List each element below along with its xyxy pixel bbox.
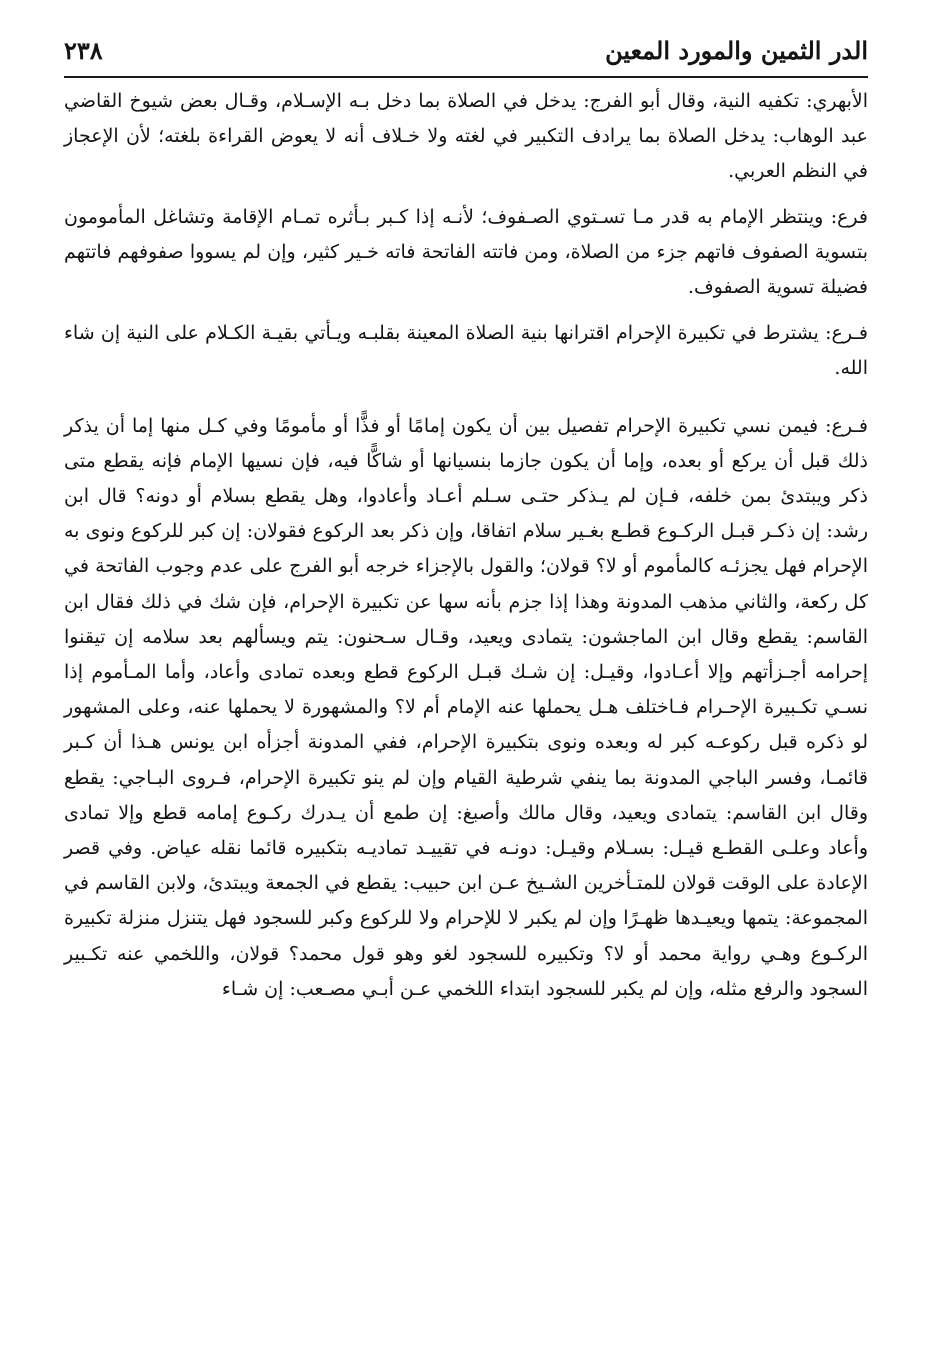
body-text (64, 84, 868, 1007)
paragraph-far-niyya: فـرع: يشترط في تكبيرة الإحرام اقترانها بنية الصلاة المعينة بقلبـه ويـأتي بقيـة الكـلام على النية إن شاء الله. (64, 322, 868, 380)
paragraph-abhari: الأبهري: تكفيه النية، وقال أبو الفرج: يدخل في الصلاة بما دخل بـه الإسـلام، وقـال بعض شيوخ القاضي عبد الوهاب: يدخل الصلاة بما يرادف التكبير في لغته ولا خـلاف أنه لا يعوض القراءة بلغته؛ لأن الإعجاز في النظم العربي. (64, 90, 868, 183)
book-page (64, 34, 868, 1007)
running-header (64, 34, 868, 78)
book-title: الدر الثمين والمورد المعين (605, 36, 868, 65)
page-number: ٢٣٨ (64, 36, 103, 65)
paragraph-far-saff: فرع: وينتظر الإمام به قدر مـا تسـتوي الصـفوف؛ لأنـه إذا كـبر بـأثره تمـام الإقامة وتشاغل المأمومون بتسوية الصفوف فاتهم جزء من الصلاة، ومن فاتته الفاتحة فاته خـير كثير، وإن لم يسووا صفوفهم فاتتهم فضيلة تسوية الصفوف. (64, 205, 868, 299)
paragraph-far-nisyan: فـرع: فيمن نسي تكبيرة الإحرام تفصيل بين أن يكون إمامًا أو فذًّا أو مأمومًا وفي كـل منها إما أن يذكر ذلك قبل أن يركع أو بعده، وإما أن يكون جازما بنسيانها أو شاكًّا فيه، فإن نسيها الإمام فإنه يقطع متى ذكر ويبتدئ بمن خلفه، فـإن لم يـذكر حتـى سـلم أعـاد وأعادوا، وهل يقطع بسلام أو دونه؟ قال ابن رشد: إن ذكـر قبـل الركـوع قطـع بغـير سلام اتفاقا، وإن ذكر بعد الركوع فقولان: إن كبر للركوع ونوى به الإحرام فهل يجزئـه كالمأموم أو لا؟ قولان؛ والقول بالإجزاء خرجه أبو الفرج على عدم وجوب الفاتحة في كل ركعة، والثاني مذهب المدونة وهذا إذا جزم بأنه سها عن تكبيرة الإحرام، فإن شك في ذلك فقال ابن القاسم: يقطع وقال ابن الماجشون: يتمادى ويعيد، وقـال سـحنون: يتم ويسألهم بعد سلامه إن تيقنوا إحرامه أجـزأتهم وإلا أعـادوا، وقيـل: إن شـك قبـل الركوع قطع وبعده تمادى وأعاد، وأما المـأموم إذا نسـي تكـبيرة الإحـرام فـاختلف هـل يحملها عنه الإمام أم لا؟ والمشهورة لا يحملها عنه، وعلى المشهور لو ذكره قبل ركوعـه كبر له وبعده ونوى بتكبيرة الإحرام، ففي المدونة أجزأه ابن يونس هـذا أن كـبر قائمـا، وفسر الباجي المدونة بما ينفي شرطية القيام وإن لم ينو تكبيرة الإحرام، فـروى البـاجي: يقطع وقال ابن القاسم: يتمادى ويعيد، وقال مالك وأصبغ: إن طمع أن يـدرك ركـوع إمامه قطع وإلا تمادى وأعاد وعلـى القطـع قيـل: بسـلام وقيـل: دونـه في تقييـد تماديـه بتكبيره قائما نقله عياض. وفي قصر الإعادة على الوقت قولان للمتـأخرين الشـيخ عـن ابن حبيب: يقطع في الجمعة ويبتدئ، ولابن القاسم في المجموعة: يتمها ويعيـدها ظهـرًا وإن لم يكبر لا للإحرام ولا للركوع وكبر للسجود فهل يتنزل منزلة تكبيرة الركـوع وهـي رواية محمد أو لا؟ وتكبيره للسجود لغو وهو قول محمد؟ قولان، واللخمي عنه تكـبير السجود والرفع مثله، وإن لم يكبر للسجود ابتداء اللخمي عـن أبـي مصـعب: إن شـاء (64, 414, 868, 1000)
